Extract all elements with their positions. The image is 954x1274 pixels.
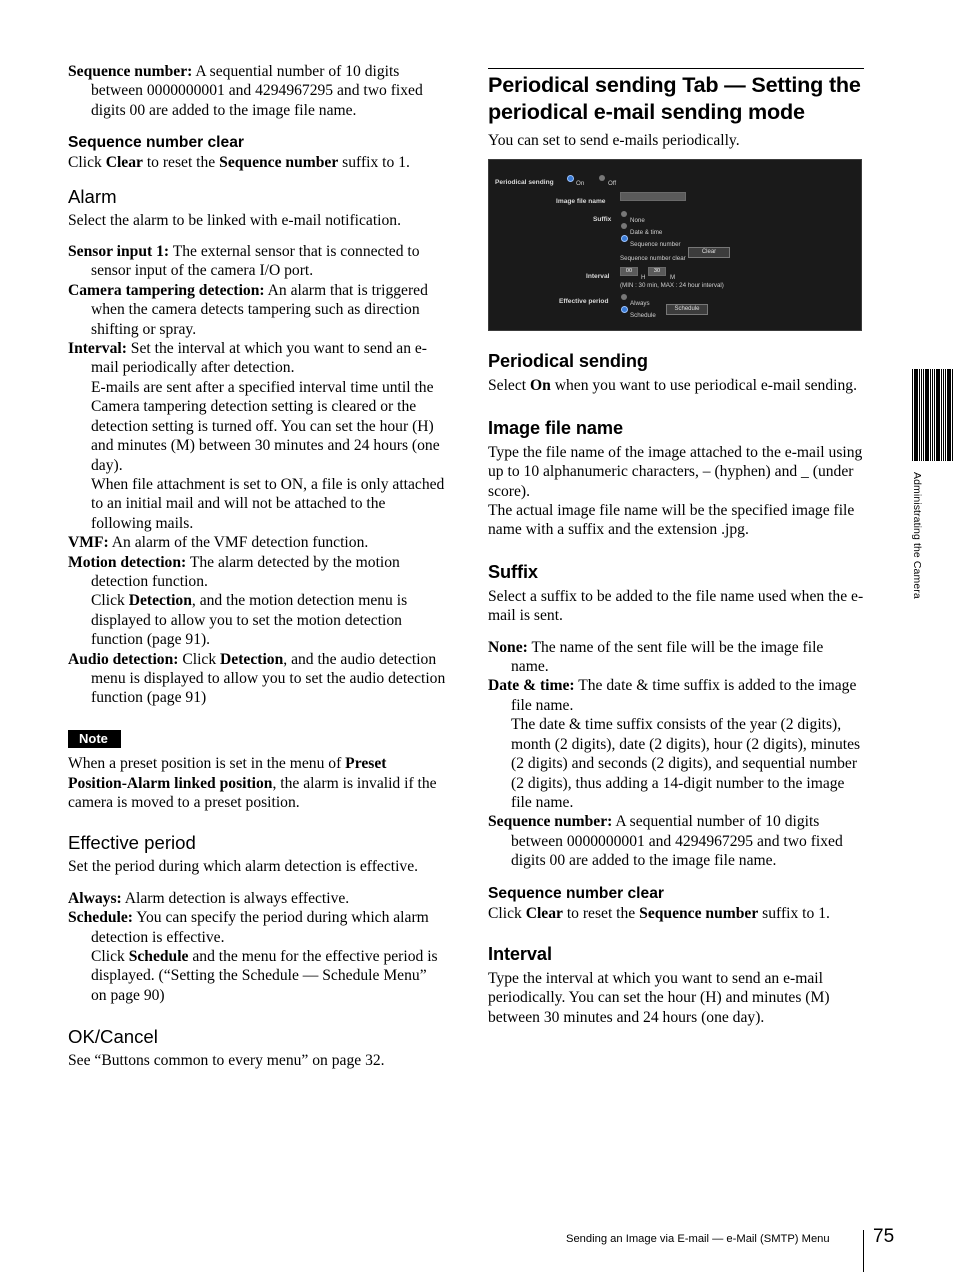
suffix-date-time-entry: Date & time: The date & time suffix is added to the image file name.: [488, 677, 857, 714]
side-tab-bar: [941, 369, 942, 461]
interval-entry: Interval: Set the interval at which you want to send an e-mail periodically after detection.: [68, 340, 428, 377]
shot-interval-label: Interval: [586, 273, 610, 281]
shot-interval-hours-input[interactable]: 00: [620, 267, 638, 276]
shot-on-radio[interactable]: [567, 175, 574, 182]
image-file-name-p2: The actual image file name will be the specified image file name with a suffix and the extension .jpg.: [488, 502, 855, 539]
side-section-label: Administrating the Camera: [911, 472, 923, 599]
sequence-number-clear-heading: Sequence number clear: [68, 134, 244, 152]
interval-detail-1: E-mails are sent after a specified interval time until the Camera tampering detection setting is cleared or the detection setting is turned off. You can set the hour (H) and minutes (M) between 30 minutes and 24 hours (one day).: [91, 378, 440, 474]
side-tab-bar: [912, 369, 913, 461]
side-tab-bar: [921, 369, 922, 461]
periodical-sending-text: Select On when you want to use periodical e-mail sending.: [488, 377, 857, 395]
suffix-date-time-detail: The date & time suffix consists of the year (2 digits), month (2 digits), date (2 digits), hour (2 digits), minutes (2 digits) and seconds (2 digits), and sequential number (2 digits), thus adding a 14-digit number to the image file name.: [511, 716, 861, 811]
motion-detection-detail: Click Detection, and the motion detection menu is displayed to allow you to set the motion detection function (page 91).: [91, 592, 408, 649]
shot-schedule-button[interactable]: Schedule: [666, 304, 708, 315]
image-file-name-p1: Type the file name of the image attached to the e-mail using up to 10 alphanumeric characters, – (hyphen) and _ (under score).: [488, 443, 863, 500]
shot-always-radio[interactable]: [621, 294, 627, 300]
side-tab-bar: [923, 369, 924, 461]
shot-periodical-sending-label: Periodical sending: [495, 179, 554, 187]
motion-detection-entry: Motion detection: The alarm detected by the motion detection function.: [68, 553, 400, 590]
side-tab-bar: [925, 369, 926, 461]
shot-off-radio[interactable]: [599, 175, 605, 181]
side-tab-bar: [934, 369, 935, 461]
shot-sequence-number-radio[interactable]: [621, 235, 628, 242]
always-entry: Always: Alarm detection is always effective.: [68, 889, 350, 907]
suffix-intro: Select a suffix to be added to the file name used when the e-mail is sent.: [488, 587, 864, 625]
side-tab-bar: [927, 369, 928, 461]
footer-divider: [863, 1230, 864, 1272]
right-sequence-number-clear-text: Click Clear to reset the Sequence number suffix to 1.: [488, 904, 830, 922]
side-tab-bar: [930, 369, 931, 461]
side-tab-bar: [932, 369, 933, 461]
section-title: Periodical sending Tab — Setting the periodical e-mail sending mode: [488, 68, 864, 125]
shot-none-label: None: [630, 217, 645, 225]
shot-interval-minutes-input[interactable]: 30: [648, 267, 666, 276]
alarm-heading: Alarm: [68, 185, 117, 207]
shot-effective-period-label: Effective period: [559, 298, 609, 306]
ok-cancel-heading: OK/Cancel: [68, 1026, 158, 1048]
sequence-number-clear-text: Click Clear to reset the Sequence number suffix to 1.: [68, 154, 410, 172]
suffix-none-entry: None: The name of the sent file will be the image file name.: [488, 638, 824, 676]
camera-tampering-entry: Camera tampering detection: An alarm that is triggered when the camera detects tampering such as direction shifting or spray.: [68, 281, 428, 338]
shot-none-radio[interactable]: [621, 211, 627, 217]
shot-clear-button[interactable]: Clear: [688, 247, 730, 258]
note-badge: Note: [68, 730, 121, 748]
sequence-number-entry: Sequence number: A sequential number of 10 digits between 0000000001 and 4294967295 and two fixed digits 00 are added to the image file name.: [68, 63, 423, 119]
side-tab-bar: [952, 369, 953, 461]
periodical-sending-heading: Periodical sending: [488, 351, 648, 372]
schedule-detail: Click Schedule and the menu for the effective period is displayed. (“Setting the Schedule — Schedule Menu” on page 90): [91, 948, 438, 1004]
side-tab-marker: [912, 369, 954, 461]
shot-off-label: Off: [608, 180, 617, 188]
side-tab-bar: [945, 369, 946, 461]
suffix-sequence-number-entry: Sequence number: A sequential number of 10 digits between 0000000001 and 4294967295 and two fixed digits 00 are added to the image file name.: [488, 813, 843, 870]
shot-hour-unit: H: [641, 274, 646, 282]
side-tab-bar: [947, 369, 948, 461]
audio-detection-entry: Audio detection: Click Detection, and the audio detection menu is displayed to allow you to set the audio detection function (page 91): [68, 650, 446, 707]
page-number: 75: [873, 1226, 895, 1247]
shot-date-time-radio[interactable]: [621, 223, 627, 229]
schedule-entry: Schedule: You can specify the period during which alarm detection is effective.: [68, 909, 429, 946]
shot-schedule-label: Schedule: [630, 312, 656, 320]
right-column: [488, 68, 864, 1027]
vmf-entry: VMF: An alarm of the VMF detection function.: [68, 534, 369, 552]
side-tab-bar: [938, 369, 939, 461]
alarm-intro: Select the alarm to be linked with e-mail notification.: [68, 211, 401, 229]
image-file-name-heading: Image file name: [488, 417, 623, 438]
shot-sequence-number-clear-label: Sequence number clear: [620, 255, 686, 263]
shot-always-label: Always: [630, 300, 650, 308]
interval-text: Type the interval at which you want to send an e-mail periodically. You can set the hour (H) and minutes (M) between 30 minutes and 24 hours (one day).: [488, 969, 830, 1026]
right-sequence-number-clear-heading: Sequence number clear: [488, 884, 664, 902]
interval-heading: Interval: [488, 943, 552, 964]
shot-image-file-name-input[interactable]: [620, 192, 686, 201]
shot-interval-hint: (MIN : 30 min, MAX : 24 hour interval): [620, 282, 724, 290]
effective-period-heading: Effective period: [68, 832, 196, 854]
section-intro: You can set to send e-mails periodically.: [488, 132, 740, 149]
ok-cancel-text: See “Buttons common to every menu” on page 32.: [68, 1052, 385, 1070]
shot-image-file-name-label: Image file name: [556, 198, 606, 206]
shot-on-label: On: [576, 180, 585, 188]
side-tab-bar: [943, 369, 944, 461]
effective-period-intro: Set the period during which alarm detection is effective.: [68, 858, 419, 876]
interval-detail-2: When file attachment is set to ON, a file is only attached to an initial mail and will not be attached to the following mails.: [91, 475, 445, 532]
side-tab-bar: [936, 369, 937, 461]
shot-sequence-number-label: Sequence number: [630, 241, 681, 249]
side-tab-bar: [919, 369, 920, 461]
shot-suffix-label: Suffix: [593, 216, 612, 224]
shot-date-time-label: Date & time: [630, 229, 663, 237]
side-tab-bar: [949, 369, 950, 461]
note-text: When a preset position is set in the menu of Preset Position-Alarm linked position, the alarm is invalid if the camera is moved to a preset position.: [68, 755, 437, 811]
shot-schedule-radio[interactable]: [621, 306, 628, 313]
side-tab-bar: [914, 369, 915, 461]
shot-minute-unit: M: [670, 274, 676, 282]
left-column: [68, 62, 446, 1071]
suffix-heading: Suffix: [488, 561, 538, 582]
side-tab-bar: [916, 369, 917, 461]
periodical-sending-screenshot: [488, 159, 862, 331]
footer-text: Sending an Image via E-mail — e-Mail (SMTP) Menu: [566, 1233, 830, 1245]
sensor-input-entry: Sensor input 1: The external sensor that is connected to sensor input of the camera I/O port.: [68, 243, 420, 280]
